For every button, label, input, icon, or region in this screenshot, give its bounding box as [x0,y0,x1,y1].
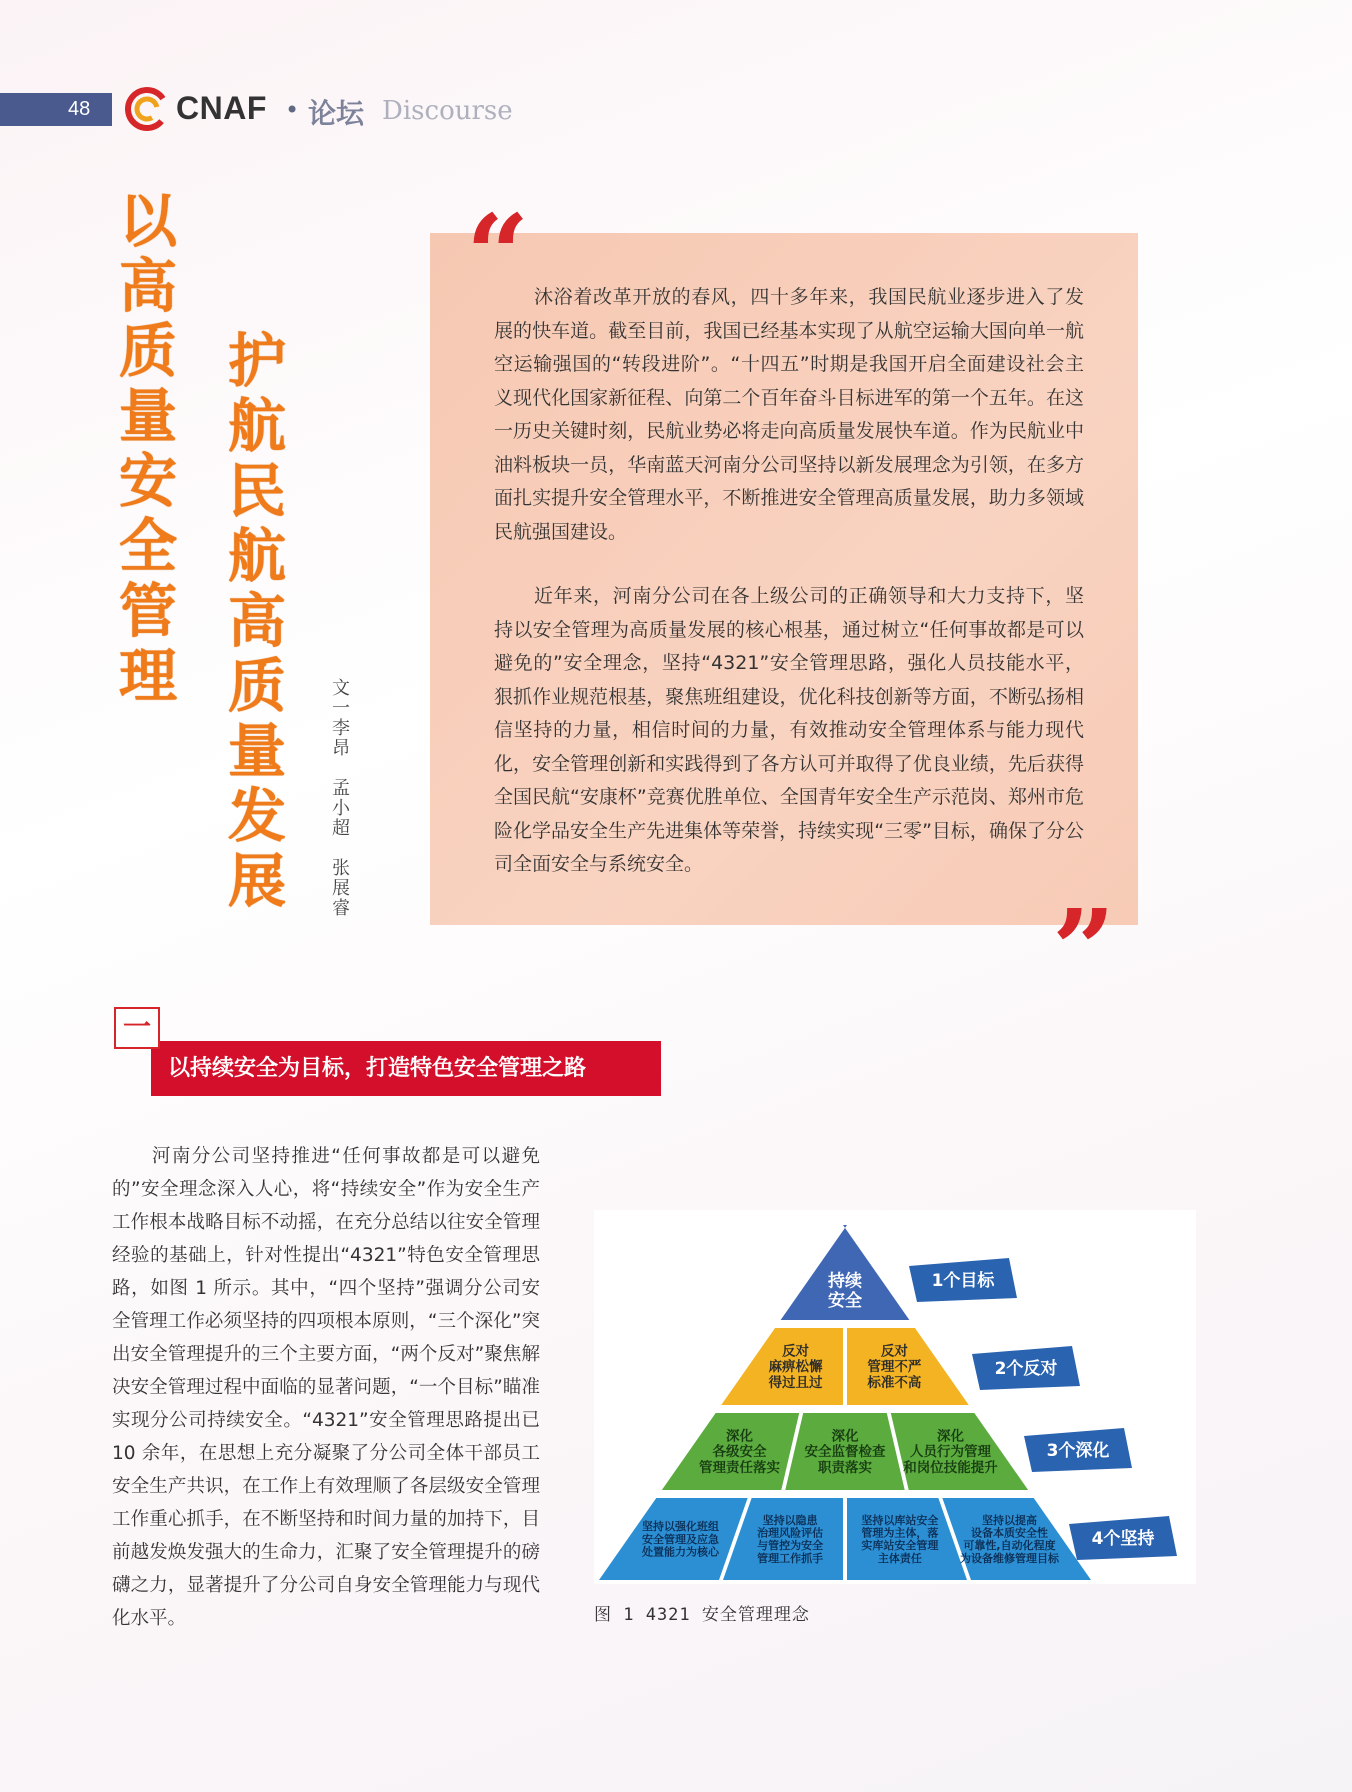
tier3-block-1-label-line-2: 各级安全 [712,1444,767,1461]
tier2-block-1-label-line-3: 得过且过 [768,1374,823,1391]
lead-paragraph-2: 近年来，河南分公司在各上级公司的正确领导和大力支持下，坚持以安全管理为高质量发展的核心根基，通过树立“任何事故都是可以避免的”安全理念，坚持“4321”安全管理思路，强化人员技能水平，狠抓作业规范根基，聚焦班组建设，优化科技创新等方面，不断弘扬相信坚持的力量，相信时间的力量，有效推动安全管理体系与能力现代化，安全管理创新和实践得到了各方认可并取得了优良业绩，先后获得全国民航“安康杯”竞赛优胜单位、全国青年安全生产示范岗、郑州市危险化学品安全生产先进集体等荣誉，持续实现“三零”目标，确保了分公司全面安全与系统安全。 [494,585,1084,875]
tier2-block-2-label-line-3: 标准不高 [867,1374,922,1391]
tier4-block-4-label-line-3: 可靠性,自动化程度 [963,1539,1056,1553]
tier3-block-3-label-line-1: 深化 [936,1428,964,1445]
tier3-block-1-label-line-1: 深化 [726,1428,754,1445]
tier4-block-3-label-line-3: 实库站安全管理 [861,1539,939,1553]
section-title: 以持续安全为目标，打造特色安全管理之路 [168,1056,587,1081]
figure-caption: 图 1 4321 安全管理理念 [594,1605,810,1625]
tier4-block-1-label-line-2: 安全管理及应急 [641,1532,719,1546]
tier2-block-2-label-line-1: 反对 [880,1343,908,1360]
tag-label-1: 1个目标 [931,1271,995,1291]
pyramid-diagram [594,1210,1196,1584]
tier3-block-3-label-line-2: 人员行为管理 [909,1444,991,1461]
body-paragraph: 河南分公司坚持推进“任何事故都是可以避免的”安全理念深入人心，将“持续安全”作为安全生产工作根本战略目标不动摇，在充分总结以往安全管理经验的基础上，针对性提出“4321”特色安全管理思路，如图 1 所示。其中，“四个坚持”强调分公司安全管理工作必须坚持的四项根本原则，“三个深化”突出安全管理提升的三个主要方面，“两个反对”聚焦解决安全管理过程中面临的显著问题，“一个目标”瞄准实现分公司持续安全。“4321”安全管理思路提出已10 余年，在思想上充分凝聚了分公司全体干部员工安全生产共识，在工作上有效理顺了各层级安全管理工作重心抓手，在不断坚持和时间力量的加持下，目前越发焕发强大的生命力，汇聚了安全管理提升的磅礴之力，显著提升了分公司自身安全管理能力与现代化水平。 [112,1146,540,1629]
tier3-block-2-label-line-3: 职责落实 [818,1459,872,1476]
page-number-bar [0,93,112,126]
tier3-block-2-label-line-1: 深化 [831,1428,859,1445]
tier4-block-2-label-line-2: 治理风险评估 [757,1526,824,1540]
section-name-en: Discourse [382,96,513,126]
tier4-block-4-label-line-4: 为设备维修管理目标 [960,1551,1060,1565]
tier4-block-4-label-line-2: 设备本质安全性 [971,1526,1049,1540]
top-block-1-label-line-1: 持续 [828,1271,862,1292]
cnaf-logo-icon [124,86,170,132]
tier3-block-3-label-line-3: 和岗位技能提升 [903,1459,998,1476]
tag-label-3: 3个深化 [1046,1441,1110,1461]
article-title-line-1: 以高质量安全管理 [109,190,177,710]
tier3-block-2-label-line-2: 安全监督检查 [804,1444,886,1461]
pyramid-figure [594,1210,1196,1584]
lead-paragraph-1: 沐浴着改革开放的春风，四十多年来，我国民航业逐步进入了发展的快车道。截至目前，我国已经基本实现了从航空运输大国向单一航空运输强国的“转段进阶”。“十四五”时期是我国开启全面建设社会主义现代化国家新征程、向第二个百年奋斗目标进军的第一个五年。在这一历史关键时刻，民航业势必将走向高质量发展快车道。作为民航业中油料板块一员，华南蓝天河南分公司坚持以新发展理念为引领，在多方面扎实提升安全管理水平，不断推进安全管理高质量发展，助力多领域民航强国建设。 [494,286,1084,543]
tag-label-4: 4个坚持 [1091,1529,1155,1549]
page-number: 48 [68,98,91,120]
tier2-block-2-label-line-2: 管理不严 [867,1359,922,1376]
article-title-line-2: 护航民航高质量发展 [218,330,286,915]
brand-name: CNAF [176,90,267,126]
tier4-block-3-label-line-1: 坚持以库站安全 [861,1513,939,1527]
tier4-block-1-label-line-1: 坚持以强化班组 [641,1520,719,1534]
tier4-block-4-label-line-1: 坚持以提高 [982,1513,1038,1527]
tier4-block-3-label-line-4: 主体责任 [877,1551,922,1565]
top-block-1-label-line-2: 安全 [828,1291,862,1312]
section-name-cn: 论坛 [308,97,365,130]
tier4-block-3-label-line-2: 管理为主体，落 [861,1526,939,1540]
tier4-block-2-label-line-4: 管理工作抓手 [757,1551,824,1565]
tier3-block-1-label-line-3: 管理责任落实 [699,1459,781,1476]
tier2-block-1-label-line-2: 麻痹松懈 [768,1359,823,1376]
tier2-block-1-label-line-1: 反对 [782,1343,810,1360]
tier4-block-2-label-line-3: 与管控为安全 [757,1539,824,1553]
section-number: 一 [122,1010,151,1043]
brand-separator: • [285,96,300,124]
open-quote-mark: “ [466,190,530,319]
tag-label-2: 2个反对 [994,1359,1058,1379]
tier4-block-2-label-line-1: 坚持以隐患 [762,1513,818,1527]
tier4-block-1-label-line-3: 处置能力为核心 [641,1545,719,1559]
byline: 文一李昂 孟小超 张展睿 [329,678,350,918]
close-quote-mark: ” [1052,885,1116,1014]
